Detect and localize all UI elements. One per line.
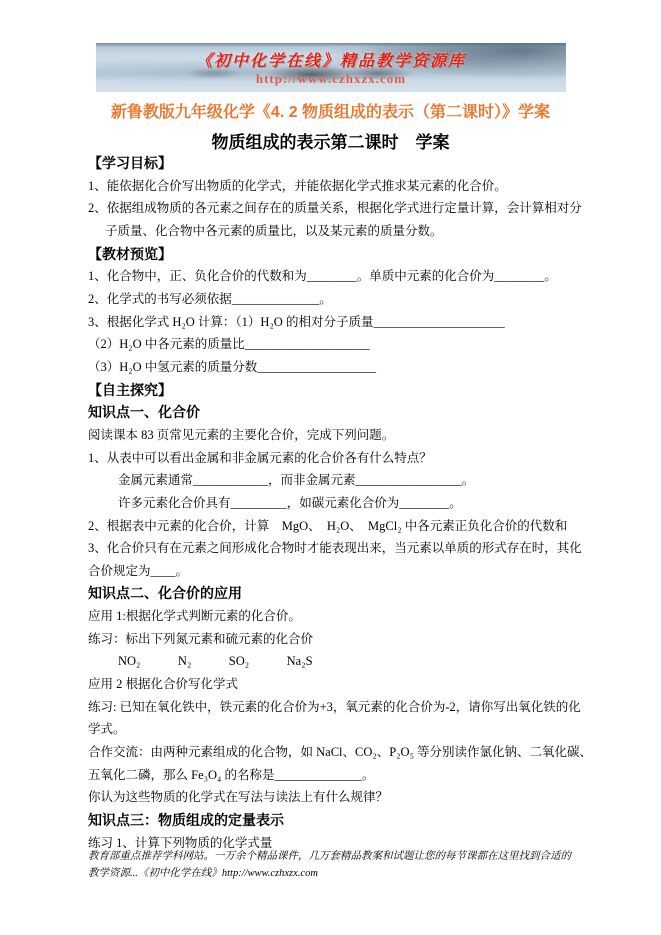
kp2-practice-2: 练习: 已知在氧化铁中，铁元素的化合价为+3，氧元素的化合价为-2，请你写出氧化铁的化 [88, 699, 581, 714]
kp2-open-question: 你认为这些物质的化学式在写法与读法上有什么规律？ [88, 790, 389, 805]
footer-slogan-line-2 [88, 865, 578, 882]
subheading-knowledge-point-1: 知识点一、化合价 [88, 404, 200, 421]
kp2-application-1: 应用 1:根据化学式判断元素的化合价。 [88, 609, 301, 624]
heading-learning-goals: 【学习目标】 [88, 155, 172, 171]
footer-slogan-line-2-text: 教学资源...《初中化学在线》 [88, 868, 222, 879]
preview-question-3-part-2: （2）H₂O 中各元素的质量比____________________ [88, 337, 370, 352]
document-body [88, 152, 593, 854]
preview-question-3-part-1: 3、根据化学式 H₂O 计算：（1）H₂O 的相对分子质量_____________________ [88, 314, 505, 329]
kp1-question-3: 3、化合价只有在元素之间形成化合物时才能表现出来，当元素以单质的形式存在时，其化 [88, 541, 582, 556]
site-banner-image [96, 43, 566, 92]
kp2-practice-1: 练习：标出下列氮元素和硫元素的化合价 [88, 631, 314, 646]
kp2-cooperation-exchange: 合作交流：由两种元素组成的化合物，如 NaCl、CO₂、P₂O₅ 等分别读作氯化钠、二氧化碳、 [88, 745, 593, 760]
footer-slogan-line-1: 教育部重点推荐学科网站。一万余个精品课件，几万套精品教案和试题让您的每节课都在这里找到合适的 [88, 851, 571, 862]
kp1-question-2: 2、根据表中元素的化合价，计算 MgO、 H₂O、 MgCl₂ 中各元素正负化合价的代数和 [88, 518, 568, 533]
kp2-practice-2-continued: 学式。 [88, 722, 126, 737]
kp1-blank-metal-elements: 金属元素通常____________，而非金属元素_________________。 [118, 473, 475, 488]
subheading-knowledge-point-3: 知识点三：物质组成的定量表示 [88, 812, 284, 829]
kp1-question-3-continued: 合价规定为____。 [88, 563, 189, 578]
heading-textbook-preview: 【教材预览】 [88, 245, 172, 262]
preview-question-3-part-3: （3）H₂O 中氢元素的质量分数___________________ [88, 359, 377, 374]
heading-self-exploration: 【自主探究】 [88, 381, 172, 398]
document-subtitle: 新鲁教版九年级化学《4. 2 物质组成的表示（第二课时）》学案 [110, 104, 551, 121]
kp3-practice-1: 练习 1、计算下列物质的化学式量 [88, 835, 273, 850]
preview-question-2: 2、化学式的书写必须依据______________。 [88, 291, 332, 306]
kp1-question-1: 1、从表中可以看出金属和非金属元素的化合价各有什么特点？ [88, 450, 432, 465]
kp1-reading-instruction: 阅读课本 83 页常见元素的主要化合价，完成下列问题。 [88, 427, 395, 442]
subheading-knowledge-point-2: 知识点二、化合价的应用 [88, 585, 242, 602]
preview-question-1: 1、化合物中，正、负化合价的代数和为________。单质中元素的化合价为________。 [88, 269, 557, 284]
footer-site-url: http://www.czhxzx.com [221, 868, 318, 879]
banner-site-url: http://www.czhxzx.com [255, 71, 407, 86]
kp2-cooperation-continued: 五氧化二磷，那么 Fe₃O₄ 的名称是______________。 [88, 767, 375, 782]
banner-site-title: 《初中化学在线》精品教学资源库 [195, 53, 466, 70]
kp2-formula-row: NO₂ N₂ SO₂ Na₂S [118, 654, 313, 669]
goal-item-2: 2、依据组成物质的各元素之间存在的质量关系，根据化学式进行定量计算，会计算相对分 [88, 201, 582, 216]
goal-item-1: 1、能依据化合价写出物质的化学式，并能依据化学式推求某元素的化合价。 [88, 178, 507, 193]
kp2-application-2: 应用 2 根据化合价写化学式 [88, 677, 239, 692]
document-title: 物质组成的表示第二课时 学案 [211, 133, 450, 152]
kp1-blank-variable-valence: 许多元素化合价具有_________，如碳元素化合价为________。 [118, 495, 462, 510]
goal-item-2-continued: 子质量、化合物中各元素的质量比，以及某元素的质量分数。 [105, 223, 443, 238]
page-footer [88, 848, 578, 882]
